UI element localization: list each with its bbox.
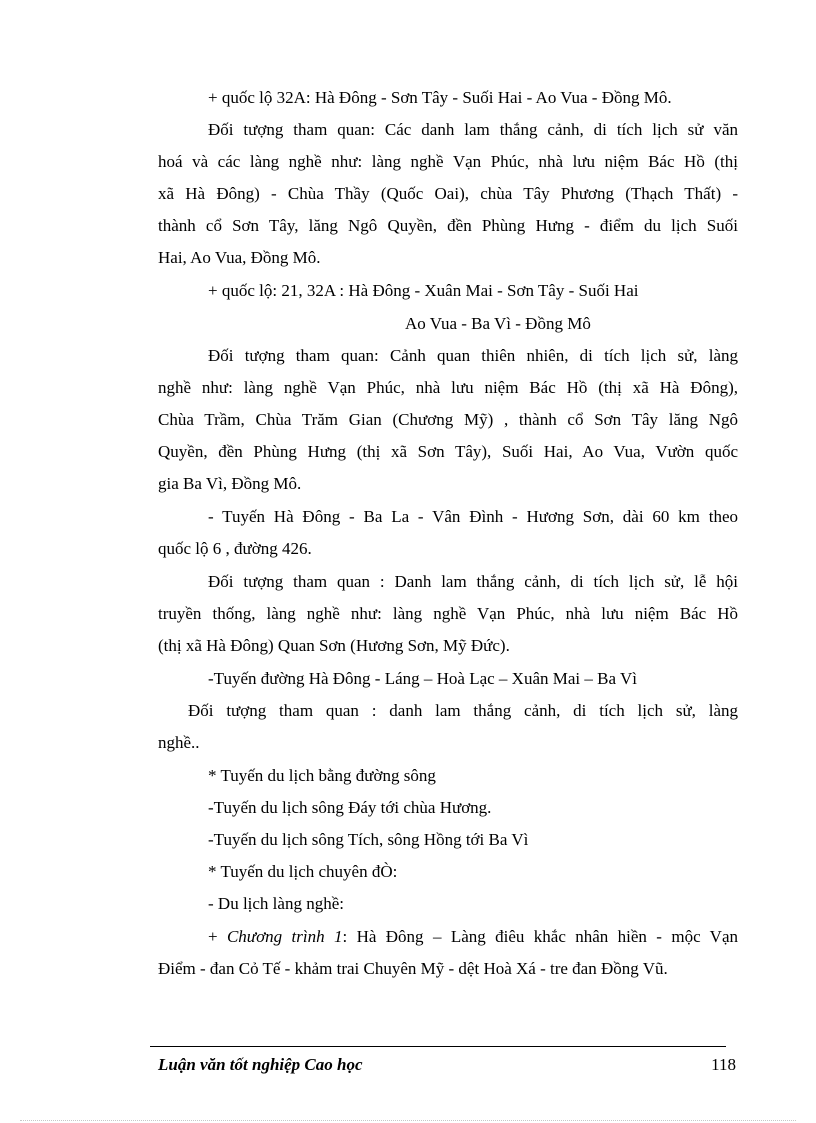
paragraph-line: thành cổ Sơn Tây, lăng Ngô Quyền, đền Phùng Hưng - điểm du lịch Suối xyxy=(158,216,738,235)
paragraph-line: xã Hà Đông) - Chùa Thầy (Quốc Oai), chùa Tây Phương (Thạch Thất) - xyxy=(158,184,738,203)
paragraph-line: Hai, Ao Vua, Đồng Mô. xyxy=(158,248,321,267)
page-edge-divider xyxy=(20,1120,796,1121)
paragraph-line: (thị xã Hà Đông) Quan Sơn (Hương Sơn, Mỹ Đức). xyxy=(158,636,510,655)
paragraph-line: truyền thống, làng nghề như: làng nghề Vạn Phúc, nhà lưu niệm Bác Hồ xyxy=(158,604,738,623)
program-line xyxy=(158,925,738,949)
footer-divider xyxy=(150,1046,726,1047)
paragraph-line: Điểm - đan Cỏ Tế - khảm trai Chuyên Mỹ - dệt Hoà Xá - tre đan Đồng Vũ. xyxy=(158,959,668,978)
paragraph-line: nghề như: làng nghề Vạn Phúc, nhà lưu niệm Bác Hồ (thị xã Hà Đông), xyxy=(158,378,738,397)
page-number: 118 xyxy=(711,1055,736,1074)
list-item: * Tuyến du lịch bằng đường sông xyxy=(208,766,436,785)
paragraph-line: nghề.. xyxy=(158,733,200,752)
paragraph-line: Đối tượng tham quan : danh lam thắng cảnh, di tích lịch sử, làng xyxy=(188,701,738,720)
route-line: -Tuyến đường Hà Đông - Láng – Hoà Lạc – Xuân Mai – Ba Vì xyxy=(208,669,637,688)
paragraph-line: Đối tượng tham quan: Các danh lam thắng cảnh, di tích lịch sử văn xyxy=(208,120,738,139)
paragraph-line: gia Ba Vì, Đồng Mô. xyxy=(158,474,302,493)
list-item: -Tuyến du lịch sông Đáy tới chùa Hương. xyxy=(208,798,492,817)
paragraph-line: hoá và các làng nghề như: làng nghề Vạn Phúc, nhà lưu niệm Bác Hồ (thị xyxy=(158,152,738,171)
paragraph-line: Chùa Trầm, Chùa Trăm Gian (Chương Mỹ) , thành cổ Sơn Tây lăng Ngô xyxy=(158,410,738,429)
route-32a-line: + quốc lộ 32A: Hà Đông - Sơn Tây - Suối Hai - Ao Vua - Đồng Mô. xyxy=(208,88,672,107)
list-item: -Tuyến du lịch sông Tích, sông Hồng tới Ba Vì xyxy=(208,830,529,849)
paragraph-line: Đối tượng tham quan: Cảnh quan thiên nhiên, di tích lịch sử, làng xyxy=(208,346,738,365)
program-prefix: + xyxy=(208,927,227,946)
list-item: - Du lịch làng nghề: xyxy=(208,894,344,913)
route-line: - Tuyến Hà Đông - Ba La - Vân Đình - Hương Sơn, dài 60 km theo xyxy=(208,507,738,526)
program-text: : Hà Đông – Làng điêu khắc nhân hiền - mộc Vạn xyxy=(342,927,739,946)
route-continuation-line: Ao Vua - Ba Vì - Đồng Mô xyxy=(405,314,591,333)
route-21-32a-line: + quốc lộ: 21, 32A : Hà Đông - Xuân Mai - Sơn Tây - Suối Hai xyxy=(208,281,639,300)
paragraph-line: Đối tượng tham quan : Danh lam thắng cảnh, di tích lịch sử, lễ hội xyxy=(208,572,738,591)
footer-title: Luận văn tốt nghiệp Cao học xyxy=(158,1055,363,1074)
paragraph-line: quốc lộ 6 , đường 426. xyxy=(158,539,312,558)
paragraph-line: Quyền, đền Phùng Hưng (thị xã Sơn Tây), Suối Hai, Ao Vua, Vườn quốc xyxy=(158,442,738,461)
program-title: Chương trình 1 xyxy=(226,927,343,946)
list-item: * Tuyến du lịch chuyên đÒ: xyxy=(208,862,398,881)
